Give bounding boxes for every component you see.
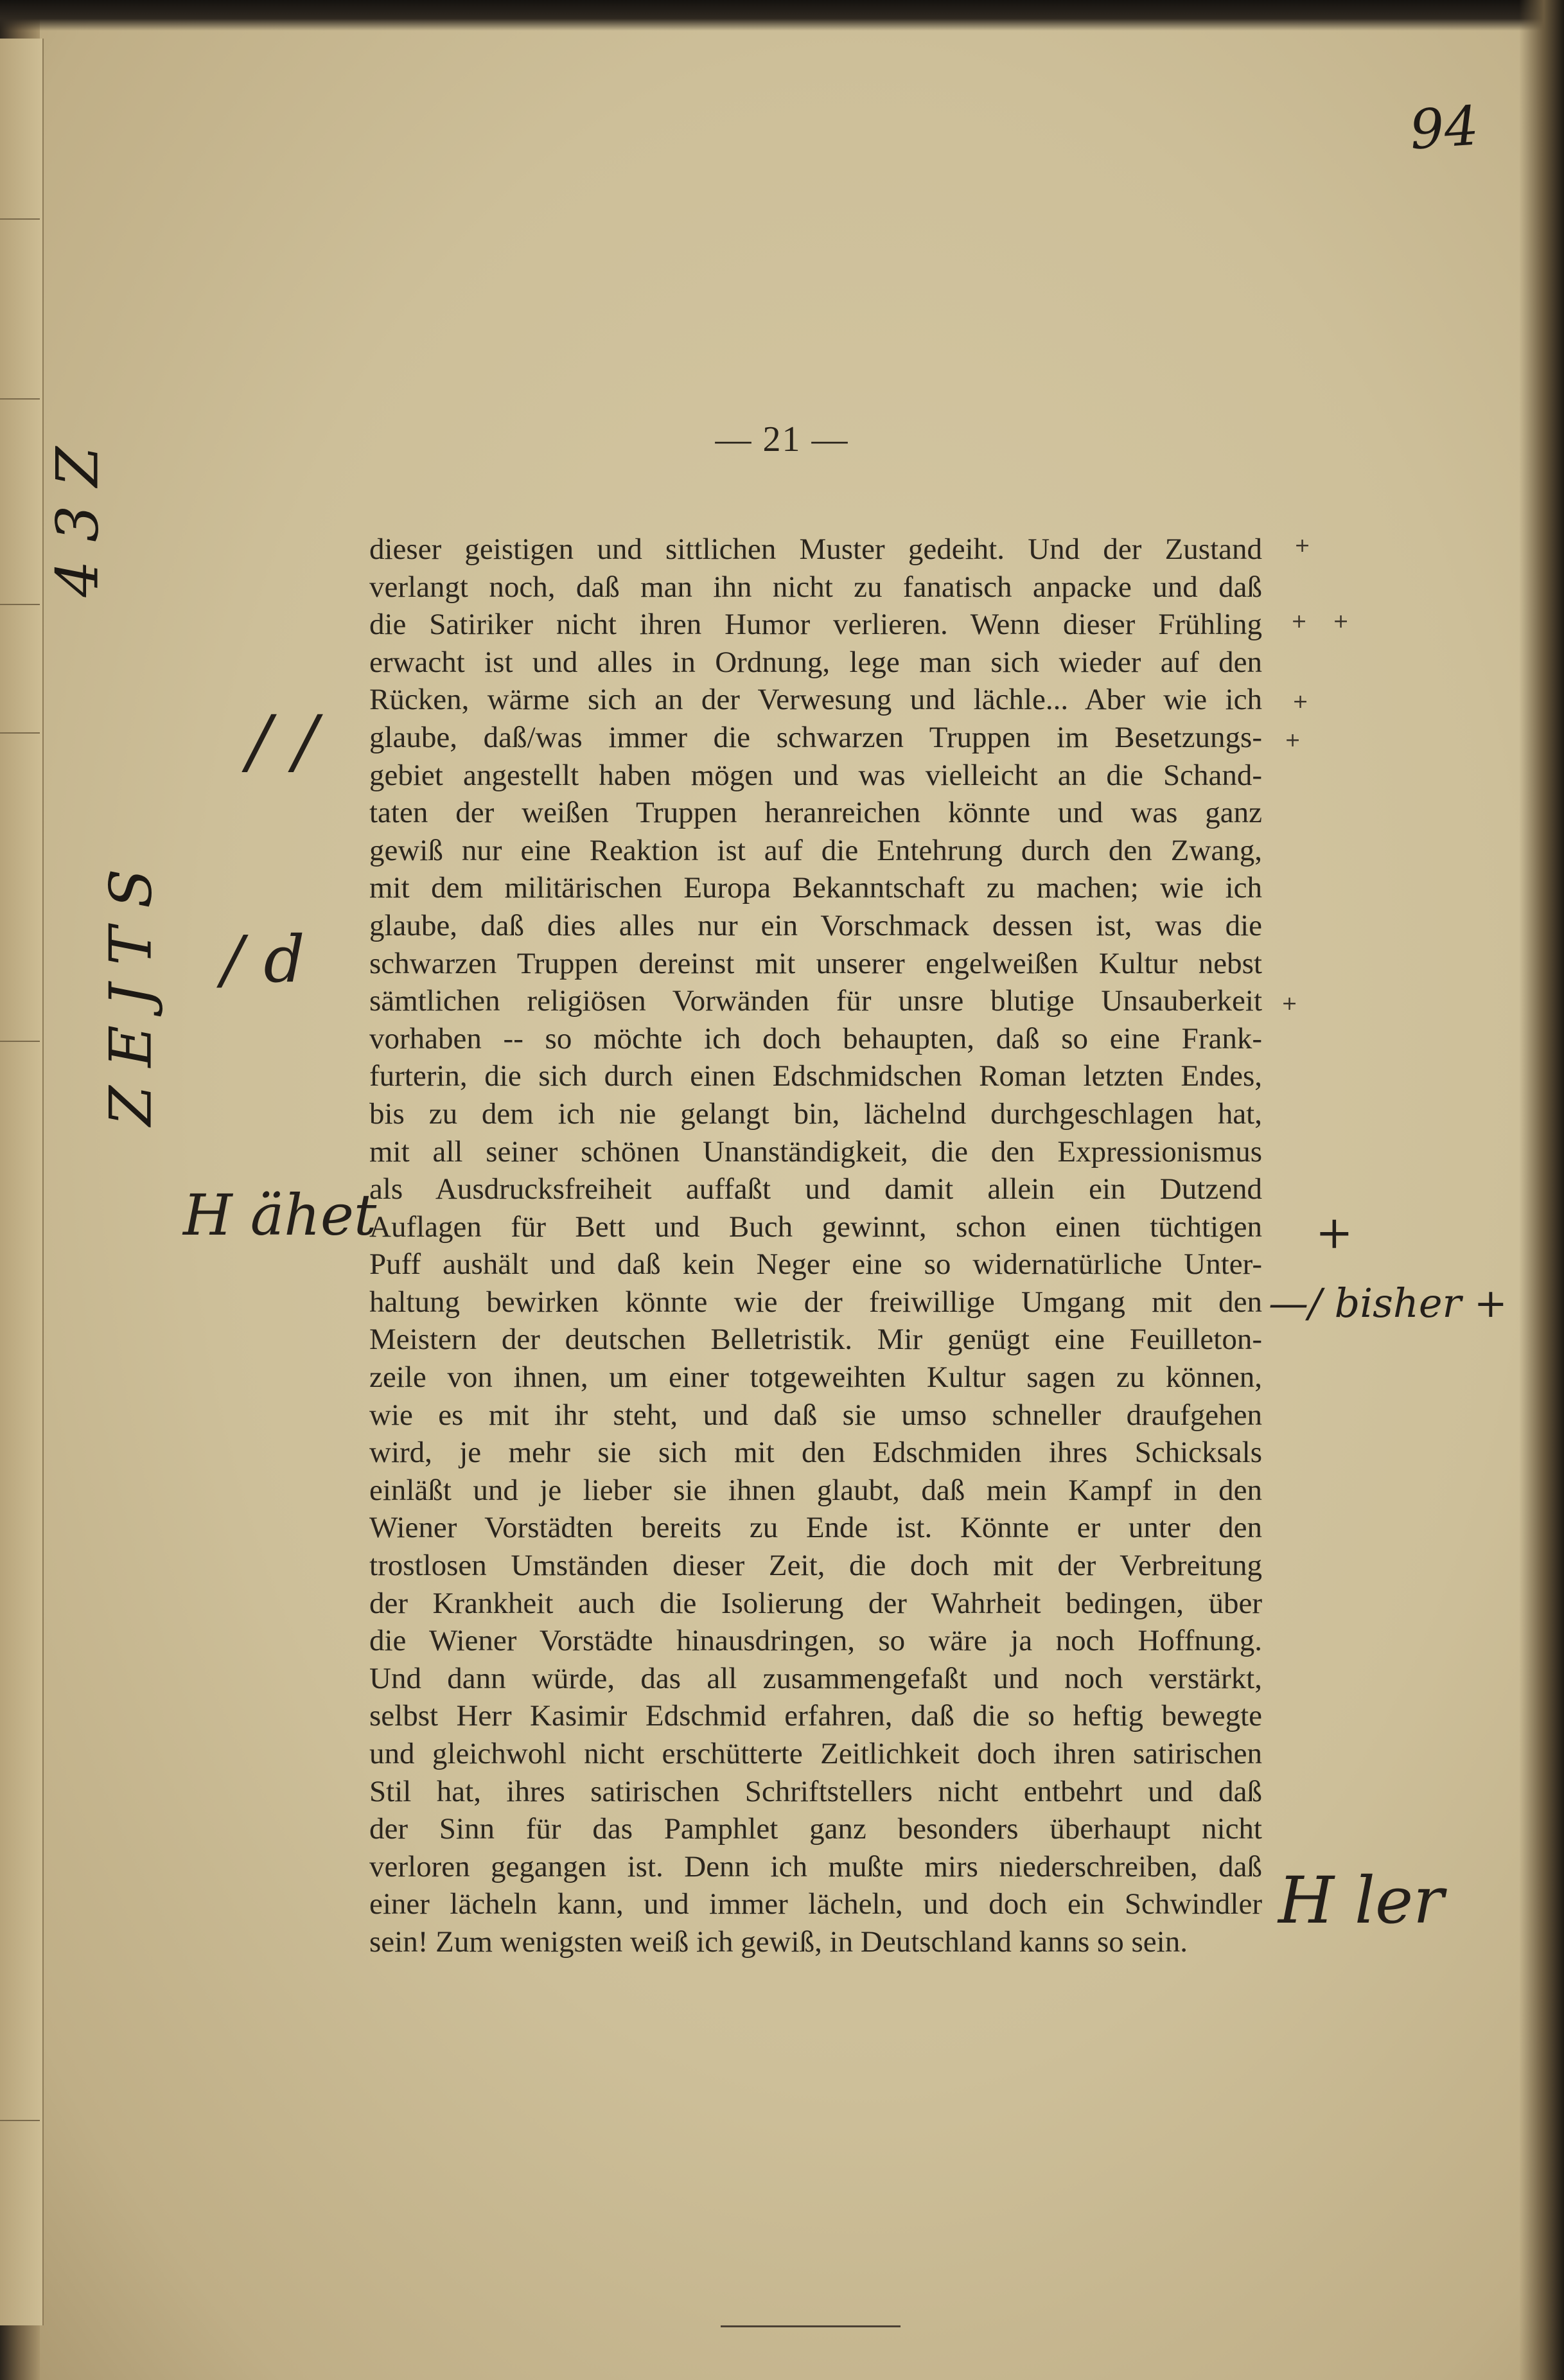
top-shadow	[0, 0, 1564, 31]
margin-tick: +	[1285, 729, 1301, 752]
text-line: einläßt und je lieber sie ihnen glaubt, daß mein Kampf in den	[369, 1473, 1262, 1507]
text-line: der Sinn für das Pamphlet ganz besonders überhaupt nicht	[369, 1812, 1262, 1846]
spine-handwriting: 4 3 Z	[44, 446, 112, 597]
text-line: sämtlichen religiösen Vorwänden für unsre blutige Unsauberkeit	[369, 984, 1262, 1018]
text-line: glaube, daß/was immer die schwarzen Truppen im Besetzungs-	[369, 720, 1262, 754]
margin-tick: +	[1294, 534, 1311, 557]
spine-rule	[0, 218, 40, 220]
spine-rule	[0, 1041, 40, 1042]
text-line: sein! Zum wenigsten weiß ich gewiß, in Deutschland kanns so sein.	[369, 1925, 1188, 1959]
text-line: trostlosen Umständen dieser Zeit, die doch mit der Verbreitung	[369, 1549, 1262, 1583]
text-line: verloren gegangen ist. Denn ich mußte mirs niederschreiben, daß	[369, 1849, 1262, 1883]
text-line: glaube, daß dies alles nur ein Vorschmack dessen ist, was die	[369, 908, 1262, 942]
text-line: Wiener Vorstädten bereits zu Ende ist. Könnte er unter den	[369, 1511, 1262, 1545]
text-line: vorhaben -- so möchte ich doch behaupten, daß so eine Frank-	[369, 1021, 1262, 1055]
text-line: Meistern der deutschen Belletristik. Mir genügt eine Feuilleton-	[369, 1323, 1262, 1357]
text-line: taten der weißen Truppen heranreichen könnte und was ganz	[369, 796, 1262, 830]
margin-note-plus: +	[1315, 1206, 1353, 1259]
text-line: Rücken, wärme sich an der Verwesung und lächle... Aber wie ich	[369, 683, 1262, 717]
right-page-edge	[1519, 0, 1564, 2380]
text-line: Auflagen für Bett und Buch gewinnt, schon einen tüchtigen	[369, 1210, 1262, 1244]
margin-note-h-aht: H ähet	[183, 1182, 377, 1248]
text-line: mit all seiner schönen Unanständigkeit, die den Expressionismus	[369, 1134, 1262, 1168]
text-line: mit dem militärischen Europa Bekanntschaft zu machen; wie ich	[369, 871, 1262, 905]
body-text	[369, 531, 1262, 1961]
text-line: die Satiriker nicht ihren Humor verlieren. Wenn dieser Frühling	[369, 608, 1262, 642]
text-line: Stil hat, ihres satirischen Schriftstellers nicht entbehrt und daß	[369, 1774, 1262, 1808]
text-line: Puff aushält und daß kein Neger eine so widernatürliche Unter-	[369, 1247, 1262, 1282]
margin-note-bisher: —/ bisher +	[1269, 1280, 1507, 1327]
margin-note-slash: / /	[247, 700, 318, 782]
text-line: gewiß nur eine Reaktion ist auf die Entehrung durch den Zwang,	[369, 833, 1262, 867]
spine-rule	[0, 732, 40, 734]
margin-note-h-ler: H ler	[1278, 1863, 1444, 1938]
spine-rule	[0, 398, 40, 400]
text-line: Und dann würde, das all zusammengefaßt und noch verstärkt,	[369, 1661, 1262, 1695]
text-line: wird, je mehr sie sich mit den Edschmiden ihres Schicksals	[369, 1436, 1262, 1470]
text-line: als Ausdrucksfreiheit auffaßt und damit allein ein Dutzend	[369, 1172, 1262, 1206]
text-line: gebiet angestellt haben mögen und was vielleicht an die Schand-	[369, 758, 1262, 792]
end-rule	[721, 2325, 901, 2327]
text-line: erwacht ist und alles in Ordnung, lege man sich wieder auf den	[369, 645, 1262, 679]
spine-rule	[0, 2120, 40, 2121]
text-line: verlangt noch, daß man ihn nicht zu fanatisch anpacke und daß	[369, 570, 1262, 604]
text-line: schwarzen Truppen dereinst mit unserer engelweißen Kultur nebst	[369, 946, 1262, 980]
margin-tick: +	[1291, 610, 1308, 633]
text-line: wie es mit ihr steht, und daß sie umso schneller draufgehen	[369, 1398, 1262, 1432]
text-line: zeile von ihnen, um einer totgeweihten Kultur sagen zu können,	[369, 1361, 1262, 1395]
text-line: die Wiener Vorstädte hinausdringen, so wäre ja noch Hoffnung.	[369, 1624, 1262, 1658]
text-line: der Krankheit auch die Isolierung der Wahrheit bedingen, über	[369, 1586, 1262, 1620]
margin-tick: +	[1292, 691, 1309, 713]
spine-rule	[0, 604, 40, 605]
text-line: dieser geistigen und sittlichen Muster gedeiht. Und der Zustand	[369, 533, 1262, 566]
margin-tick: +	[1333, 610, 1349, 633]
folio-number: 94	[1407, 94, 1481, 162]
text-line: bis zu dem ich nie gelangt bin, lächelnd durchgeschlagen hat,	[369, 1097, 1262, 1131]
spine-handwriting: Z E J T S	[97, 868, 165, 1126]
page-number: — 21 —	[715, 419, 849, 459]
text-line: einer lächeln kann, und immer lächeln, und doch ein Schwindler	[369, 1887, 1262, 1921]
text-line: haltung bewirken könnte wie der freiwillige Umgang mit den	[369, 1285, 1262, 1319]
text-line: selbst Herr Kasimir Edschmid erfahren, daß die so heftig bewegte	[369, 1699, 1262, 1733]
text-line: furterin, die sich durch einen Edschmidschen Roman letzten Endes,	[369, 1059, 1262, 1093]
margin-note-d: / d	[222, 922, 305, 997]
margin-tick: +	[1281, 992, 1298, 1015]
text-line: und gleichwohl nicht erschütterte Zeitlichkeit doch ihren satirischen	[369, 1737, 1262, 1770]
spine-paper-edge	[0, 39, 44, 2325]
